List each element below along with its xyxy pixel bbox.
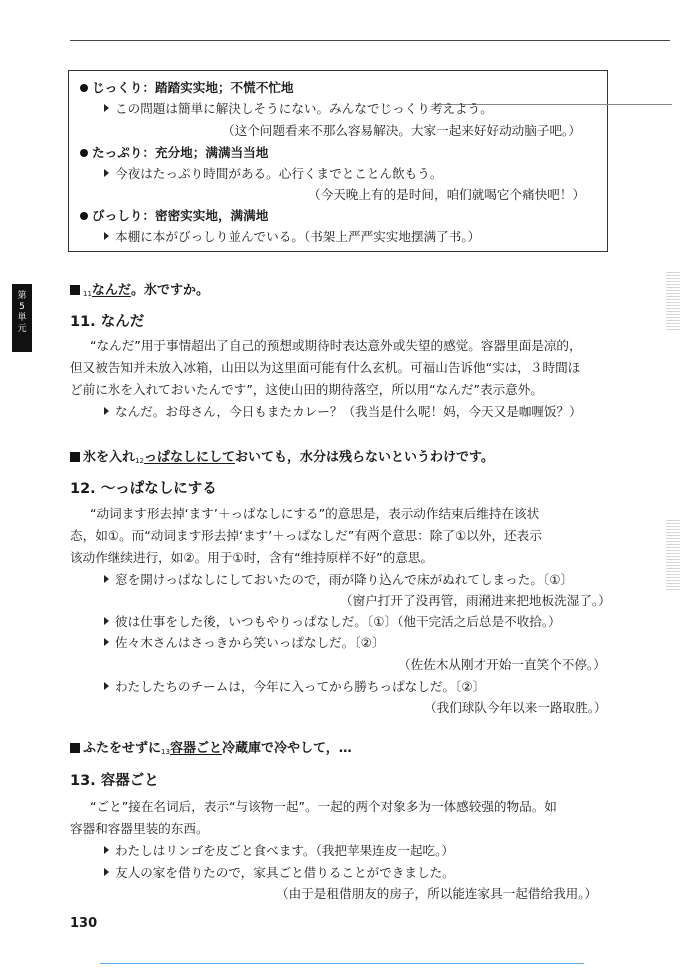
box-item-example: 本棚に本がびっしり並んでいる。（书架上严严实实地摆满了书。） [104,229,480,245]
triangle-bullet-icon [104,617,109,625]
scan-artifact [666,520,680,590]
triangle-bullet-icon [104,104,109,112]
body-text: “动词ます形去掉‘ます’＋っぱなしにする”的意思是，表示动作结束后维持在该状 [90,506,540,521]
bullet-icon [80,84,88,92]
body-text: 该动作继续进行，如②。用于①时，含有“维持原样不好”的意思。 [70,550,434,565]
triangle-bullet-icon [104,407,109,415]
triangle-bullet-icon [104,868,109,876]
example-translation: （我们球队今年以来一路取胜。） [424,700,607,715]
example-translation: （佐佐木从刚才开始一直笑个不停。） [398,657,606,672]
example-line: なんだ。お母さん，今日もまたカレー？（我当是什么呢！妈，今天又是咖喱饭？） [104,404,582,420]
square-bullet-icon [70,285,80,295]
body-text: 容器和容器里装的东西。 [70,821,209,836]
vocab-box [68,70,608,252]
key-sentence: 氷を入れ$_{12}$っぱなしにしておいても，水分は残らないというわけです。 [70,450,494,469]
triangle-bullet-icon [104,682,109,690]
body-text: 但又被告知并未放入冰箱，山田以为这里面可能有什么玄机。可福山告诉他“实は，３時間ほ [70,360,581,375]
footer-rule [100,963,584,964]
box-item-heading: たっぷり：充分地；满满当当地 [80,145,268,161]
section-title: 13. 容器ごと [70,773,159,789]
section-title: 11. なんだ [70,314,145,330]
header-rule [70,40,670,41]
box-item-heading: びっしり：密密实实地，满满地 [80,208,268,224]
body-text: ど前に氷を入れておいたんです”，这使山田的期待落空，所以用“なんだ”表示意外。 [70,382,543,397]
triangle-bullet-icon [104,638,109,646]
box-item-translation: （这个问题看来不那么容易解决。大家一起来好好动动脑子吧。） [222,123,581,138]
body-text: 态，如①。而“动词ます形去掉‘ます’＋っぱなしだ”有两个意思：除了①以外，还表示 [70,528,542,543]
key-sentence: $_{11}$なんだ。氷ですか。 [70,283,209,302]
triangle-bullet-icon [104,846,109,854]
triangle-bullet-icon [104,169,109,177]
body-text: “なんだ”用于事情超出了自己的预想或期待时表达意外或失望的感觉。容器里面是凉的， [90,338,582,353]
page-number: 130 [70,916,98,931]
example-translation: （窗户打开了没再管，雨潲进来把地板洗湿了。） [340,593,611,608]
example-line: 友人の家を借りたので，家具ごと借りることができました。 [104,865,455,881]
example-line: 佐々木さんはさっきから笑いっぱなしだ。〔②〕 [104,635,384,651]
triangle-bullet-icon [104,575,109,583]
example-line: 窓を開けっぱなしにしておいたので，雨が降り込んで床がぬれてしまった。〔①〕 [104,572,573,588]
key-sentence: ふたをせずに$_{13}$容器ごと冷蔵庫で冷やして，… [70,741,352,760]
square-bullet-icon [70,452,80,462]
example-line: 彼は仕事をした後，いつもやりっぱなしだ。〔①〕（他干完活之后总是不收拾。） [104,614,561,630]
square-bullet-icon [70,743,80,753]
section-title: 12. ～っぱなしにする [70,481,217,497]
example-translation: （由于是租借朋友的房子，所以能连家具一起借给我用。） [276,886,598,901]
bullet-icon [80,149,88,157]
example-line: わたしはリンゴを皮ごと食べます。（我把苹果连皮一起吃。） [104,843,454,859]
box-item-example: この問題は簡単に解決しそうにない。みんなでじっくり考えよう。 [104,101,493,117]
box-item-translation: （今天晚上有的是时间，咱们就喝它个痛快吧！） [308,187,586,202]
box-item-heading: じっくり：踏踏实实地；不慌不忙地 [80,80,294,96]
box-item-example: 今夜はたっぷり時間がある。心行くまでとことん飲もう。 [104,166,442,182]
bullet-icon [80,212,88,220]
body-text: “ごと”接在名词后，表示“与该物一起”。一起的两个对象多为一体感较强的物品。如 [90,799,557,814]
triangle-bullet-icon [104,232,109,240]
unit-side-tab: 第5単元 [12,284,32,352]
example-line: わたしたちのチームは，今年に入ってから勝ちっぱなしだ。〔②〕 [104,679,485,695]
scan-artifact [666,270,680,330]
